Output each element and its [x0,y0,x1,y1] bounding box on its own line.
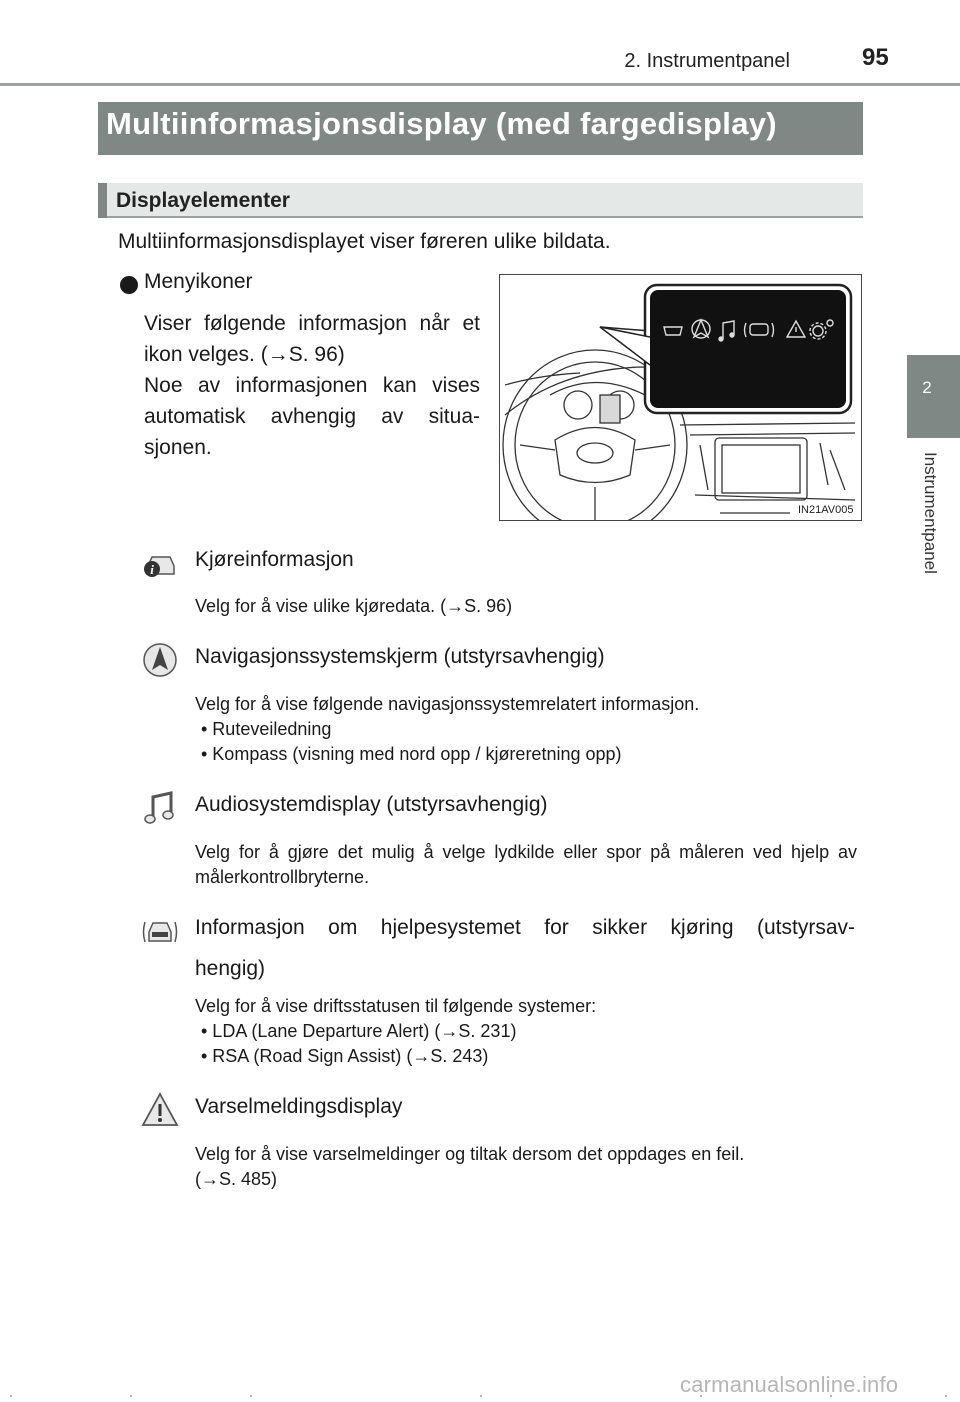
subheading: Displayelementer [116,189,290,212]
dashboard-illustration [499,274,862,521]
assist-title-line-2: hengig) [195,957,266,980]
navigation-desc-text: Velg for å vise følgende navigasjonssystemrelatert informasjon. [195,694,700,714]
page-title: Multiinformasjonsdisplay (med fargedisplay) [106,106,777,141]
assist-desc-text: Velg for å vise driftsstatusen til følgende systemer: [195,996,597,1016]
warning-desc-line-2: (→S. 485) [195,1169,278,1189]
intro-text: Multiinformasjonsdisplayet viser føreren ulike bildata. [118,230,611,253]
navigation-desc [195,692,857,767]
warning-icon [140,1090,180,1130]
menu-icons-title: Menyikoner [144,270,253,293]
menu-icons-body-2: Noe av informasjonen kan vises automatisk avhengig av situa-sjonen. [144,374,480,459]
drive-info-icon [140,544,180,584]
navigation-title: Navigasjonssystemskjerm (utstyrsavhengig) [195,645,605,668]
menu-icons-body [144,308,480,463]
list-item: • RSA (Road Sign Assist) (→S. 243) [201,1046,489,1066]
list-item: • Ruteveiledning [201,719,332,739]
assist-desc [195,994,857,1069]
chapter-tab-number: 2 [922,378,932,397]
warning-title: Varselmeldingsdisplay [195,1095,403,1118]
list-item: • Kompass (visning med nord opp / kjøreretning opp) [201,744,622,764]
warning-desc [195,1142,857,1192]
svg-text:i: i [150,562,154,577]
navigation-icon [140,640,180,680]
assist-title-line-1: Informasjon om hjelpesystemet for sikker kjøring (utstyrsav- [195,916,855,939]
audio-desc: Velg for å gjøre det mulig å velge lydkilde eller spor på måleren ved hjelp av målerkontrollbryterne. [195,842,857,887]
music-note-icon [140,788,180,828]
menu-icons-body-1: Viser følgende informasjon når et ikon velges. (→S. 96) [144,312,480,366]
chapter-tab-label: Instrumentpanel [921,452,940,574]
driving-assist-icon [140,912,180,952]
subheading-accent [98,183,107,218]
illustration-code: IN21AV005 [798,504,854,516]
warning-desc-line-1: Velg for å vise varselmeldinger og tiltak dersom det oppdages en feil. [195,1144,745,1164]
header-divider [0,83,960,86]
section-header: 2. Instrumentpanel [624,50,790,72]
drive-info-desc: Velg for å vise ulike kjøredata. (→S. 96) [195,596,513,616]
watermark: carmanualsonline.info [680,1372,899,1397]
page-number: 95 [862,44,889,71]
audio-title: Audiosystemdisplay (utstyrsavhengig) [195,793,548,816]
dashboard-drawing [500,275,861,520]
list-item: • LDA (Lane Departure Alert) (→S. 231) [201,1021,517,1041]
drive-info-title: Kjøreinformasjon [195,548,354,571]
bullet-icon [120,276,138,294]
